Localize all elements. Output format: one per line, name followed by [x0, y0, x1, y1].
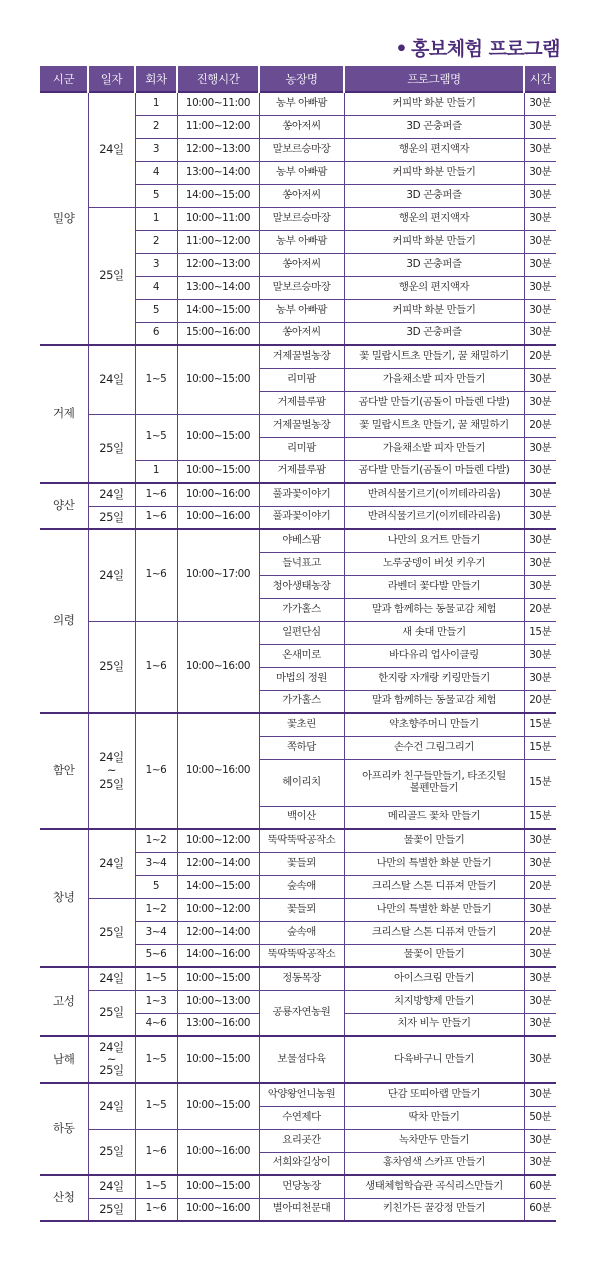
farm-cell: 정동목장	[259, 967, 344, 990]
round-cell: 1~3	[135, 990, 177, 1013]
region-cell: 의령	[40, 529, 88, 713]
farm-cell: 쪽하담	[259, 736, 344, 759]
table-row	[40, 506, 556, 529]
duration-cell: 20분	[524, 875, 556, 898]
round-cell: 1~5	[135, 1036, 177, 1083]
time-cell: 10:00~16:00	[177, 483, 259, 506]
table-row	[40, 1083, 556, 1106]
round-cell: 1~6	[135, 529, 177, 621]
farm-cell: 말보르승마장	[259, 276, 344, 299]
table-row	[40, 345, 556, 368]
time-cell: 13:00~14:00	[177, 276, 259, 299]
duration-cell: 30분	[524, 437, 556, 460]
program-cell: 나만의 특별한 화분 만들기	[344, 898, 524, 921]
duration-cell: 30분	[524, 276, 556, 299]
duration-cell: 30분	[524, 644, 556, 667]
farm-cell: 쏭아저씨	[259, 253, 344, 276]
duration-cell: 30분	[524, 1013, 556, 1036]
program-line: 볼펜만들기	[409, 781, 459, 794]
farm-cell: 가가홀스	[259, 598, 344, 621]
time-cell: 10:00~15:00	[177, 414, 259, 460]
title-row	[0, 0, 600, 64]
duration-cell: 30분	[524, 967, 556, 990]
region-cell: 고성	[40, 967, 88, 1036]
farm-cell: 풀과꽃이야기	[259, 506, 344, 529]
farm-cell: 리미팜	[259, 437, 344, 460]
table-row	[40, 967, 556, 990]
farm-cell: 뚝딱뚝딱공작소	[259, 944, 344, 967]
program-cell: 반려식물기르기(이끼테라리움)	[344, 506, 524, 529]
farm-cell: 거제블루팜	[259, 391, 344, 414]
header-time: 진행시간	[177, 66, 259, 92]
program-cell: 가을채소밭 피자 만들기	[344, 368, 524, 391]
page-title	[395, 34, 560, 61]
program-cell: 행운의 편지액자	[344, 276, 524, 299]
farm-cell: 숲속애	[259, 875, 344, 898]
date-cell: 25일	[88, 414, 135, 483]
duration-cell: 30분	[524, 253, 556, 276]
farm-cell: 쏭아저씨	[259, 322, 344, 345]
date-cell: 24일	[88, 829, 135, 898]
program-line: 아프리카 친구들만들기, 타조깃털	[362, 769, 506, 782]
program-cell: 반려식물기르기(이끼테라리움)	[344, 483, 524, 506]
program-cell: 딱차 만들기	[344, 1106, 524, 1129]
date-line: 24일	[99, 1040, 124, 1055]
table-row	[40, 1036, 556, 1083]
farm-cell: 거제꿀벌농장	[259, 345, 344, 368]
time-cell: 10:00~11:00	[177, 92, 259, 115]
program-cell: 꽃 밀랍시트초 만들기, 꿀 채밀하기	[344, 345, 524, 368]
farm-cell: 야베스팜	[259, 529, 344, 552]
region-cell: 창녕	[40, 829, 88, 967]
duration-cell: 30분	[524, 322, 556, 345]
date-cell: 25일	[88, 898, 135, 967]
round-cell: 6	[135, 322, 177, 345]
duration-cell: 30분	[524, 230, 556, 253]
table-row	[40, 414, 556, 437]
farm-cell: 악양왕언니농원	[259, 1083, 344, 1106]
time-cell: 13:00~16:00	[177, 1013, 259, 1036]
program-cell: 크리스탈 스톤 디퓨져 만들기	[344, 921, 524, 944]
round-cell: 1~5	[135, 1083, 177, 1129]
table-row	[40, 990, 556, 1013]
time-cell: 10:00~16:00	[177, 713, 259, 829]
round-cell: 1	[135, 207, 177, 230]
farm-cell: 온새미로	[259, 644, 344, 667]
time-cell: 13:00~14:00	[177, 161, 259, 184]
time-cell: 10:00~11:00	[177, 207, 259, 230]
farm-cell: 뚝딱뚝딱공작소	[259, 829, 344, 852]
date-line: 24일	[99, 750, 124, 765]
farm-cell: 공룡자연농원	[259, 990, 344, 1036]
farm-cell: 마법의 정원	[259, 667, 344, 690]
program-cell: 행운의 편지액자	[344, 138, 524, 161]
program-cell: 3D 곤충퍼즐	[344, 253, 524, 276]
farm-cell: 풀과꽃이야기	[259, 483, 344, 506]
round-cell: 1~6	[135, 621, 177, 713]
duration-cell: 30분	[524, 161, 556, 184]
duration-cell: 15분	[524, 713, 556, 736]
round-cell: 1~2	[135, 898, 177, 921]
region-cell: 함안	[40, 713, 88, 829]
time-cell: 10:00~12:00	[177, 829, 259, 852]
date-cell: 25일	[88, 621, 135, 713]
duration-cell: 20분	[524, 598, 556, 621]
time-cell: 10:00~15:00	[177, 1175, 259, 1198]
duration-cell: 30분	[524, 506, 556, 529]
table-row	[40, 529, 556, 552]
duration-cell: 30분	[524, 460, 556, 483]
duration-cell: 30분	[524, 944, 556, 967]
round-cell: 5	[135, 875, 177, 898]
round-cell: 1~5	[135, 414, 177, 460]
time-cell: 12:00~13:00	[177, 138, 259, 161]
date-cell: 24일	[88, 529, 135, 621]
table-row	[40, 1175, 556, 1198]
time-cell: 10:00~16:00	[177, 506, 259, 529]
program-cell: 메리골드 꽃차 만들기	[344, 806, 524, 829]
program-cell: 말과 함께하는 동물교감 체험	[344, 598, 524, 621]
table-row	[40, 898, 556, 921]
table-row	[40, 483, 556, 506]
farm-cell: 농부 아빠팜	[259, 230, 344, 253]
table-row	[40, 1198, 556, 1221]
program-cell: 커피박 화분 만들기	[344, 230, 524, 253]
program-cell: 아이스크림 만들기	[344, 967, 524, 990]
duration-cell: 60분	[524, 1198, 556, 1221]
program-cell: 생태체험학습관 곡식리스만들기	[344, 1175, 524, 1198]
program-cell: 단감 또띠아랩 만들기	[344, 1083, 524, 1106]
table-row	[40, 207, 556, 230]
header-region: 시군	[40, 66, 88, 92]
date-cell: 24일	[88, 1175, 135, 1198]
duration-cell: 15분	[524, 736, 556, 759]
time-cell: 14:00~16:00	[177, 944, 259, 967]
date-cell: 24일	[88, 1083, 135, 1129]
round-cell: 4	[135, 276, 177, 299]
time-cell: 10:00~12:00	[177, 898, 259, 921]
duration-cell: 30분	[524, 529, 556, 552]
program-cell: 새 솟대 만들기	[344, 621, 524, 644]
round-cell: 1~6	[135, 713, 177, 829]
duration-cell: 30분	[524, 829, 556, 852]
region-cell: 남해	[40, 1036, 88, 1083]
program-cell: 녹차만두 만들기	[344, 1129, 524, 1152]
program-cell: 3D 곤충퍼즐	[344, 322, 524, 345]
farm-cell: 꽃초린	[259, 713, 344, 736]
time-cell: 12:00~14:00	[177, 921, 259, 944]
round-cell: 1~6	[135, 1129, 177, 1175]
farm-cell: 청아생태농장	[259, 575, 344, 598]
time-cell: 15:00~16:00	[177, 322, 259, 345]
round-cell: 1~6	[135, 1198, 177, 1221]
duration-cell: 30분	[524, 852, 556, 875]
farm-cell: 숲속애	[259, 921, 344, 944]
time-cell: 11:00~12:00	[177, 115, 259, 138]
program-cell: 치지방향제 만들기	[344, 990, 524, 1013]
time-cell: 10:00~15:00	[177, 967, 259, 990]
farm-cell: 리미팜	[259, 368, 344, 391]
date-cell: 24일	[88, 967, 135, 990]
header-duration: 시간	[524, 66, 556, 92]
region-cell: 밀양	[40, 92, 88, 345]
program-cell: 다육바구니 만들기	[344, 1036, 524, 1083]
round-cell: 1	[135, 460, 177, 483]
farm-cell: 꽃들뫼	[259, 852, 344, 875]
date-cell: 25일	[88, 506, 135, 529]
time-cell: 12:00~14:00	[177, 852, 259, 875]
farm-cell: 쏭아저씨	[259, 184, 344, 207]
table-row	[40, 829, 556, 852]
round-cell: 1	[135, 92, 177, 115]
farm-cell: 가가홀스	[259, 690, 344, 713]
farm-cell: 보물섬다육	[259, 1036, 344, 1083]
date-cell	[88, 1036, 135, 1083]
farm-cell: 거제블루팜	[259, 460, 344, 483]
program-cell: 손수건 그림그리기	[344, 736, 524, 759]
program-cell: 꽃 밀랍시트초 만들기, 꿀 채밀하기	[344, 414, 524, 437]
time-cell: 10:00~15:00	[177, 345, 259, 414]
date-cell: 24일	[88, 483, 135, 506]
program-cell: 곰다발 만들기(곰돌이 마들렌 다발)	[344, 391, 524, 414]
program-cell: 3D 곤충퍼즐	[344, 115, 524, 138]
time-cell: 14:00~15:00	[177, 299, 259, 322]
farm-cell: 말보르승마장	[259, 207, 344, 230]
duration-cell: 30분	[524, 552, 556, 575]
farm-cell: 서희와길상이	[259, 1152, 344, 1175]
duration-cell: 30분	[524, 184, 556, 207]
duration-cell: 30분	[524, 1036, 556, 1083]
time-cell: 11:00~12:00	[177, 230, 259, 253]
duration-cell: 30분	[524, 207, 556, 230]
farm-cell: 일편단심	[259, 621, 344, 644]
time-cell: 10:00~15:00	[177, 1036, 259, 1083]
duration-cell: 20분	[524, 690, 556, 713]
time-cell: 10:00~16:00	[177, 1129, 259, 1175]
date-cell: 25일	[88, 1129, 135, 1175]
farm-cell: 먼당농장	[259, 1175, 344, 1198]
farm-cell: 농부 아빠팜	[259, 92, 344, 115]
program-cell: 커피박 화분 만들기	[344, 299, 524, 322]
farm-cell: 농부 아빠팜	[259, 299, 344, 322]
farm-cell: 꽃들뫼	[259, 898, 344, 921]
time-cell: 10:00~16:00	[177, 621, 259, 713]
duration-cell: 20분	[524, 414, 556, 437]
duration-cell: 15분	[524, 759, 556, 806]
header-date: 일자	[88, 66, 135, 92]
table-row	[40, 621, 556, 644]
program-cell: 나만의 요거트 만들기	[344, 529, 524, 552]
duration-cell: 50분	[524, 1106, 556, 1129]
date-cell	[88, 713, 135, 829]
program-cell: 나만의 특별한 화분 만들기	[344, 852, 524, 875]
program-cell: 크리스탈 스톤 디퓨져 만들기	[344, 875, 524, 898]
duration-cell: 30분	[524, 115, 556, 138]
farm-cell: 거제꿀벌농장	[259, 414, 344, 437]
program-cell: 물꽃이 만들기	[344, 829, 524, 852]
title-bullet: •	[395, 38, 408, 60]
farm-cell: 요리곳간	[259, 1129, 344, 1152]
table-header-row	[40, 66, 556, 92]
time-cell: 14:00~15:00	[177, 184, 259, 207]
program-cell: 라벤더 꽃다발 만들기	[344, 575, 524, 598]
table-row	[40, 1129, 556, 1152]
duration-cell: 30분	[524, 667, 556, 690]
header-farm: 농장명	[259, 66, 344, 92]
round-cell: 2	[135, 115, 177, 138]
duration-cell: 60분	[524, 1175, 556, 1198]
program-cell: 행운의 편지액자	[344, 207, 524, 230]
round-cell: 3	[135, 138, 177, 161]
round-cell: 2	[135, 230, 177, 253]
duration-cell: 30분	[524, 92, 556, 115]
duration-cell: 20분	[524, 921, 556, 944]
region-cell: 양산	[40, 483, 88, 529]
program-cell: 바다유리 업사이클링	[344, 644, 524, 667]
round-cell: 1~5	[135, 1175, 177, 1198]
date-line: 25일	[99, 776, 124, 791]
header-program: 프로그램명	[344, 66, 524, 92]
program-table	[40, 66, 556, 1222]
table-row	[40, 92, 556, 115]
duration-cell: 30분	[524, 990, 556, 1013]
time-cell: 12:00~13:00	[177, 253, 259, 276]
round-cell: 5~6	[135, 944, 177, 967]
duration-cell: 30분	[524, 898, 556, 921]
duration-cell: 30분	[524, 1129, 556, 1152]
time-cell: 14:00~15:00	[177, 875, 259, 898]
duration-cell: 30분	[524, 1083, 556, 1106]
program-cell: 키친가든 꿀강정 만들기	[344, 1198, 524, 1221]
round-cell: 3~4	[135, 921, 177, 944]
duration-cell: 30분	[524, 391, 556, 414]
duration-cell: 15분	[524, 621, 556, 644]
round-cell: 4~6	[135, 1013, 177, 1036]
time-cell: 10:00~13:00	[177, 990, 259, 1013]
duration-cell: 30분	[524, 299, 556, 322]
program-cell	[344, 759, 524, 806]
date-cell: 25일	[88, 1198, 135, 1221]
round-cell: 1~2	[135, 829, 177, 852]
time-cell: 10:00~17:00	[177, 529, 259, 621]
duration-cell: 30분	[524, 483, 556, 506]
duration-cell: 30분	[524, 575, 556, 598]
duration-cell: 30분	[524, 368, 556, 391]
date-cell: 24일	[88, 345, 135, 414]
date-line: 25일	[99, 1063, 124, 1078]
region-cell: 산청	[40, 1175, 88, 1221]
round-cell: 1~6	[135, 506, 177, 529]
program-cell: 말과 함께하는 동물교감 체험	[344, 690, 524, 713]
time-cell: 10:00~15:00	[177, 460, 259, 483]
program-cell: 곰다발 만들기(곰돌이 마들렌 다발)	[344, 460, 524, 483]
round-cell: 1~6	[135, 483, 177, 506]
program-cell: 노루궁뎅이 버섯 키우기	[344, 552, 524, 575]
round-cell: 5	[135, 299, 177, 322]
table-row	[40, 713, 556, 736]
program-cell: 약초향주머니 만들기	[344, 713, 524, 736]
round-cell: 1~5	[135, 345, 177, 414]
region-cell: 거제	[40, 345, 88, 483]
time-cell: 10:00~16:00	[177, 1198, 259, 1221]
program-cell: 커피박 화분 만들기	[344, 92, 524, 115]
farm-cell: 헤이리치	[259, 759, 344, 806]
farm-cell: 별아띠천문대	[259, 1198, 344, 1221]
date-cell: 25일	[88, 990, 135, 1036]
farm-cell: 쏭아저씨	[259, 115, 344, 138]
header-round: 회차	[135, 66, 177, 92]
round-cell: 5	[135, 184, 177, 207]
date-cell: 25일	[88, 207, 135, 345]
date-line: ~	[106, 763, 117, 778]
round-cell: 4	[135, 161, 177, 184]
program-cell: 홍차염색 스카프 만들기	[344, 1152, 524, 1175]
program-cell: 한지랑 자개랑 키링만들기	[344, 667, 524, 690]
program-cell: 가을채소밭 피자 만들기	[344, 437, 524, 460]
program-cell: 3D 곤충퍼즐	[344, 184, 524, 207]
round-cell: 3~4	[135, 852, 177, 875]
program-cell: 커피박 화분 만들기	[344, 161, 524, 184]
farm-cell: 말보르승마장	[259, 138, 344, 161]
duration-cell: 30분	[524, 1152, 556, 1175]
date-line: ~	[106, 1051, 117, 1066]
duration-cell: 30분	[524, 138, 556, 161]
duration-cell: 15분	[524, 806, 556, 829]
round-cell: 1~5	[135, 967, 177, 990]
date-cell: 24일	[88, 92, 135, 207]
duration-cell: 20분	[524, 345, 556, 368]
farm-cell: 백이산	[259, 806, 344, 829]
farm-cell: 들넉표고	[259, 552, 344, 575]
farm-cell: 수연제다	[259, 1106, 344, 1129]
farm-cell: 농부 아빠팜	[259, 161, 344, 184]
time-cell: 10:00~15:00	[177, 1083, 259, 1129]
round-cell: 3	[135, 253, 177, 276]
program-cell: 치자 비누 만들기	[344, 1013, 524, 1036]
title-text: 홍보체험 프로그램	[411, 38, 560, 60]
program-cell: 물꽃이 만들기	[344, 944, 524, 967]
region-cell: 하동	[40, 1083, 88, 1175]
